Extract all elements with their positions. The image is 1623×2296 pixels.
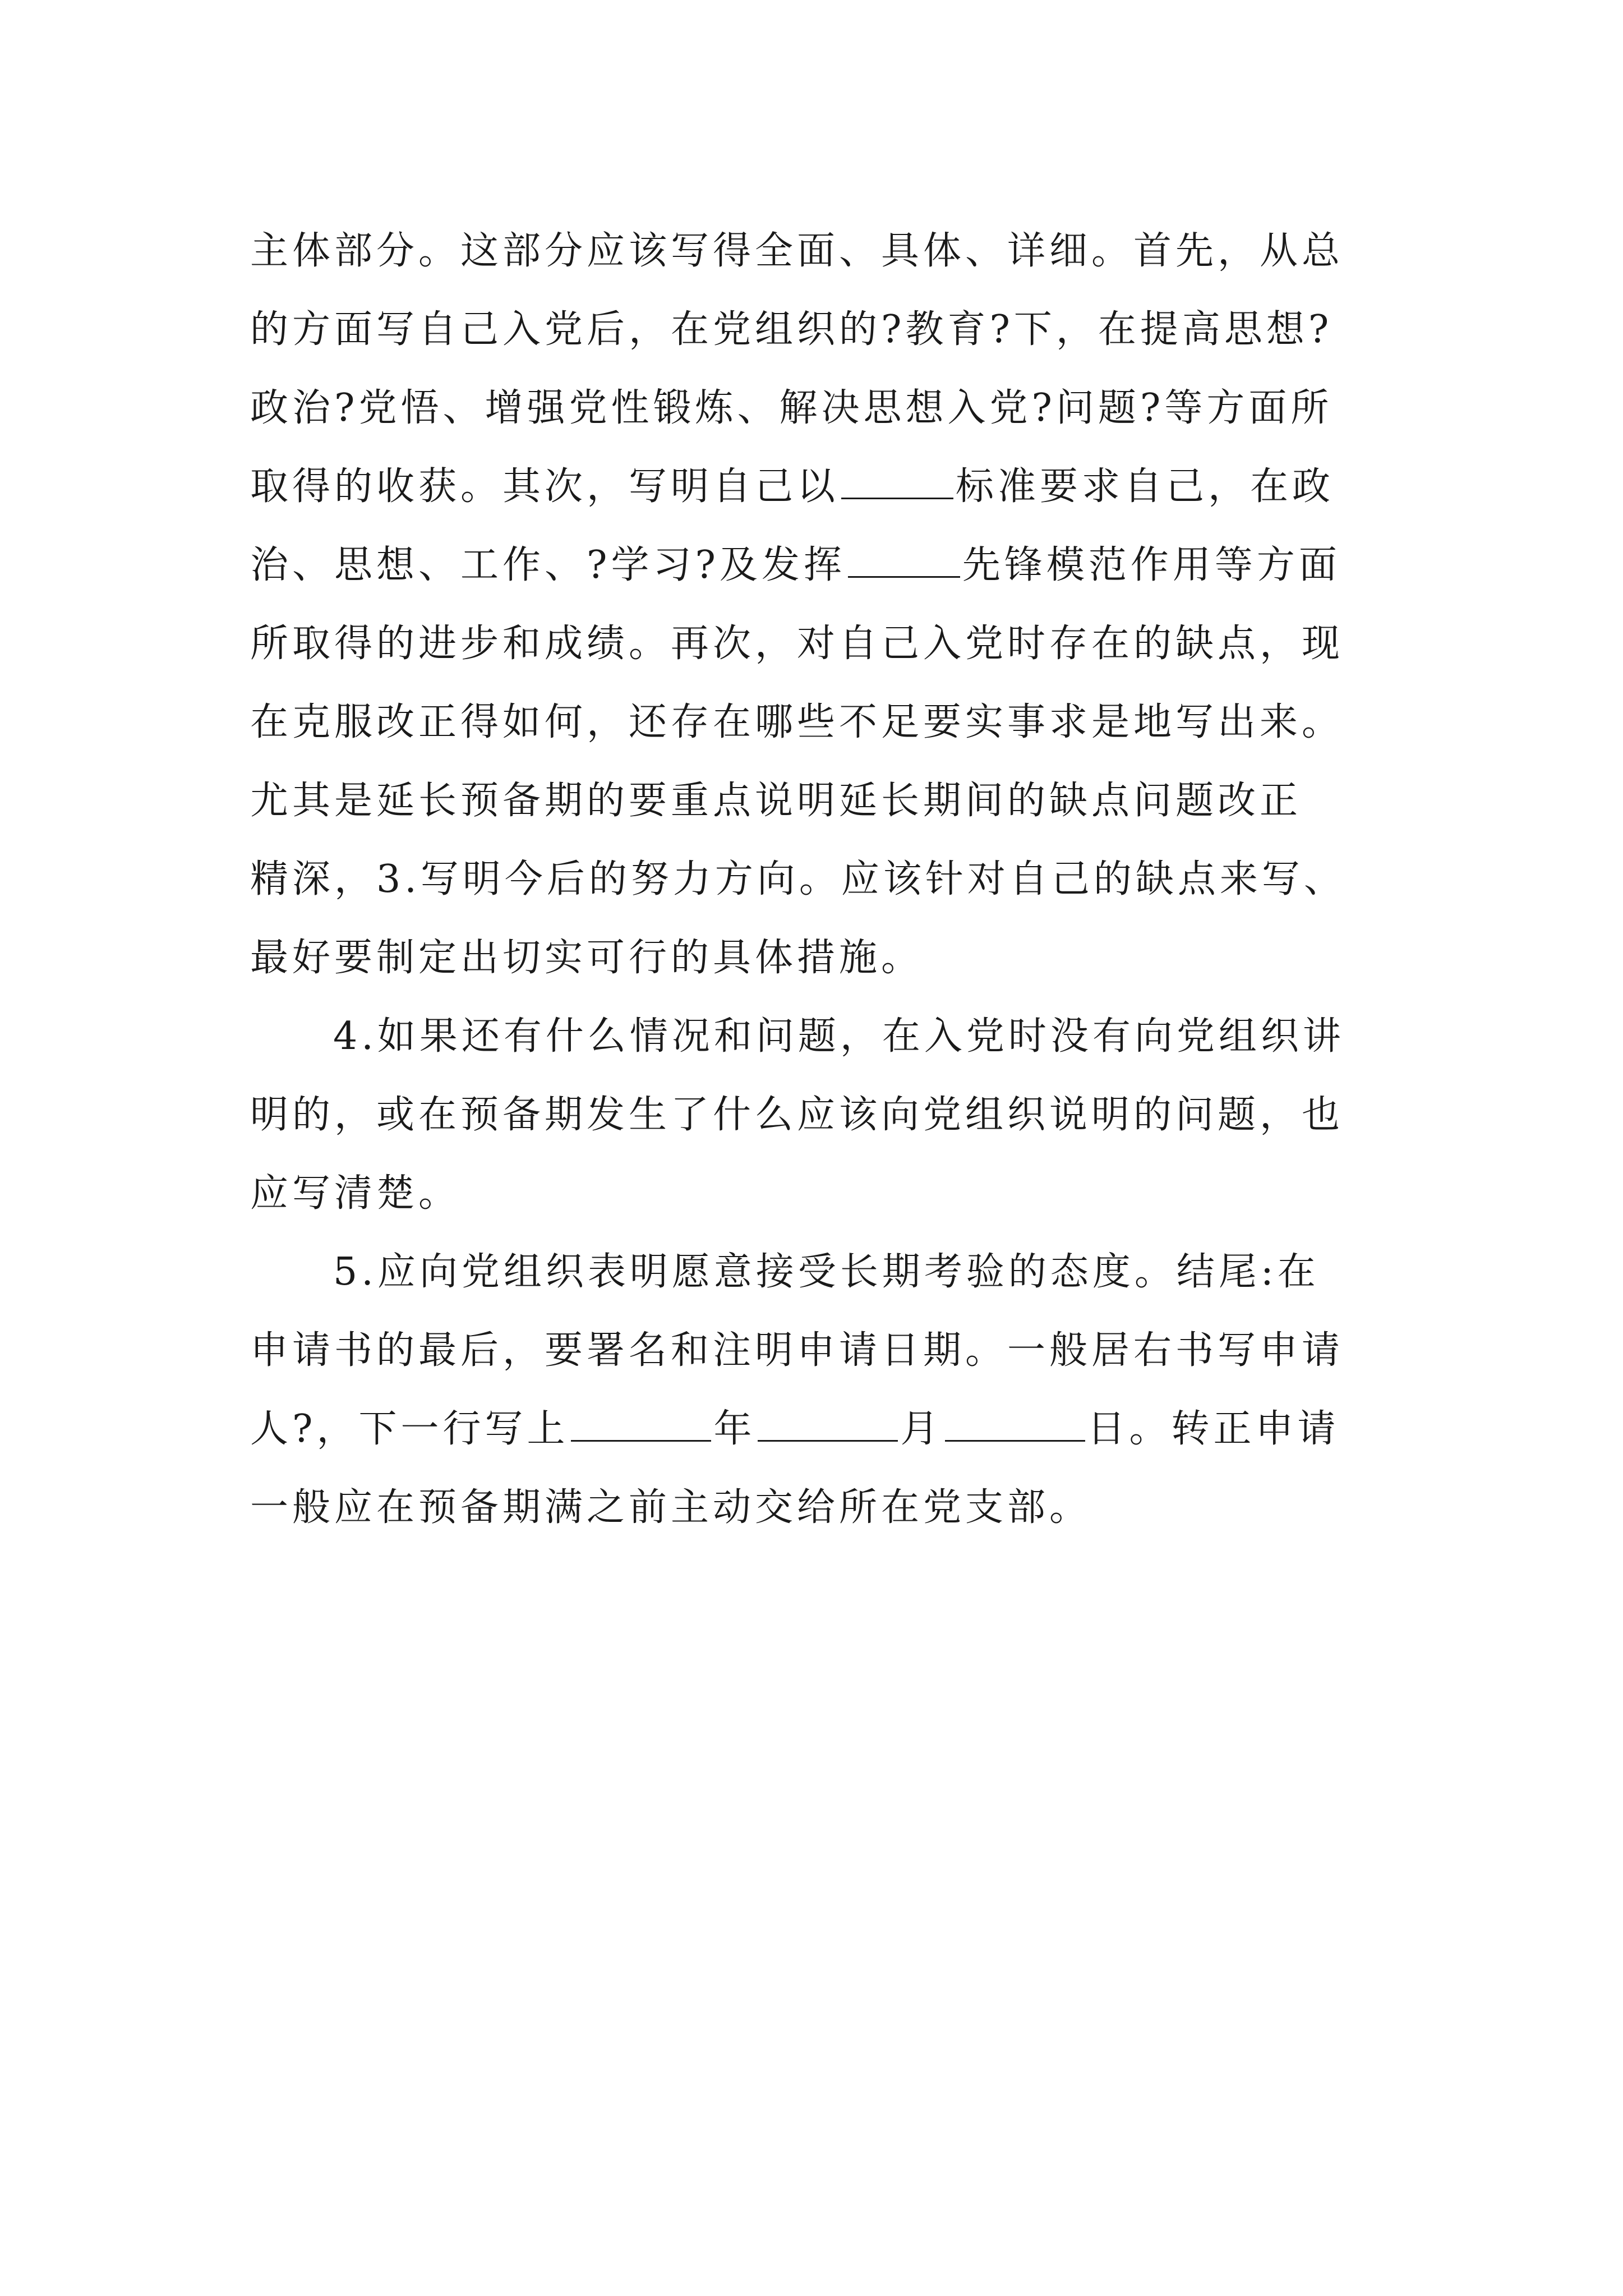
paragraph-line: 应写清楚。	[250, 1171, 461, 1216]
paragraph-line-with-blank	[250, 526, 1394, 605]
paragraph-line: 最好要制定出切实可行的具体措施。	[250, 936, 924, 980]
line-text: 标准要求自己，在政	[956, 464, 1335, 509]
paragraph-line: 精深，3.写明今后的努力方向。应该针对自己的缺点来写、	[250, 857, 1346, 901]
paragraph-line: 一般应在预备期满之前主动交给所在党支部。	[250, 1485, 1092, 1530]
paragraph-line: 在克服改正得如何，还存在哪些不足要实事求是地写出来。	[250, 700, 1344, 744]
line-text: 日。转正申请	[1087, 1407, 1340, 1451]
paragraph-line: 主体部分。这部分应该写得全面、具体、详细。首先，从总	[250, 229, 1344, 273]
fill-in-blank	[848, 545, 960, 578]
line-text: 人?，下一行写上	[250, 1407, 569, 1451]
line-text: 治、思想、工作、?学习?及发挥	[250, 543, 846, 587]
day-blank	[945, 1409, 1085, 1442]
paragraph-line-indented: 4.如果还有什么情况和问题，在入党时没有向党组织讲	[333, 1014, 1345, 1059]
month-label: 月	[900, 1407, 943, 1451]
paragraph-line: 的方面写自己入党后，在党组织的?教育?下，在提高思想?	[250, 307, 1333, 352]
paragraph-line: 申请书的最后，要署名和注明申请日期。一般居右书写申请	[250, 1328, 1344, 1373]
paragraph-line: 尤其是延长预备期的要重点说明延长期间的缺点问题改正	[250, 779, 1302, 823]
paragraph-line: 明的，或在预备期发生了什么应该向党组织说明的问题，也	[250, 1093, 1344, 1137]
year-label: 年	[713, 1407, 756, 1451]
paragraph-line-indented: 5.应向党组织表明愿意接受长期考验的态度。结尾:在	[333, 1250, 1320, 1294]
paragraph-line: 所取得的进步和成绩。再次，对自己入党时存在的缺点，现	[250, 622, 1344, 666]
month-blank	[758, 1409, 898, 1442]
paragraph-line: 政治?党悟、增强党性锻炼、解决思想入党?问题?等方面所	[250, 386, 1333, 430]
document-body	[250, 212, 1394, 1547]
line-text: 取得的收获。其次，写明自己以	[250, 464, 840, 509]
paragraph-line-with-blank	[250, 448, 1394, 526]
fill-in-blank	[841, 466, 953, 499]
line-text: 先锋模范作用等方面	[962, 543, 1341, 587]
paragraph-line-with-date-blanks	[250, 1390, 1394, 1469]
year-blank	[571, 1409, 711, 1442]
